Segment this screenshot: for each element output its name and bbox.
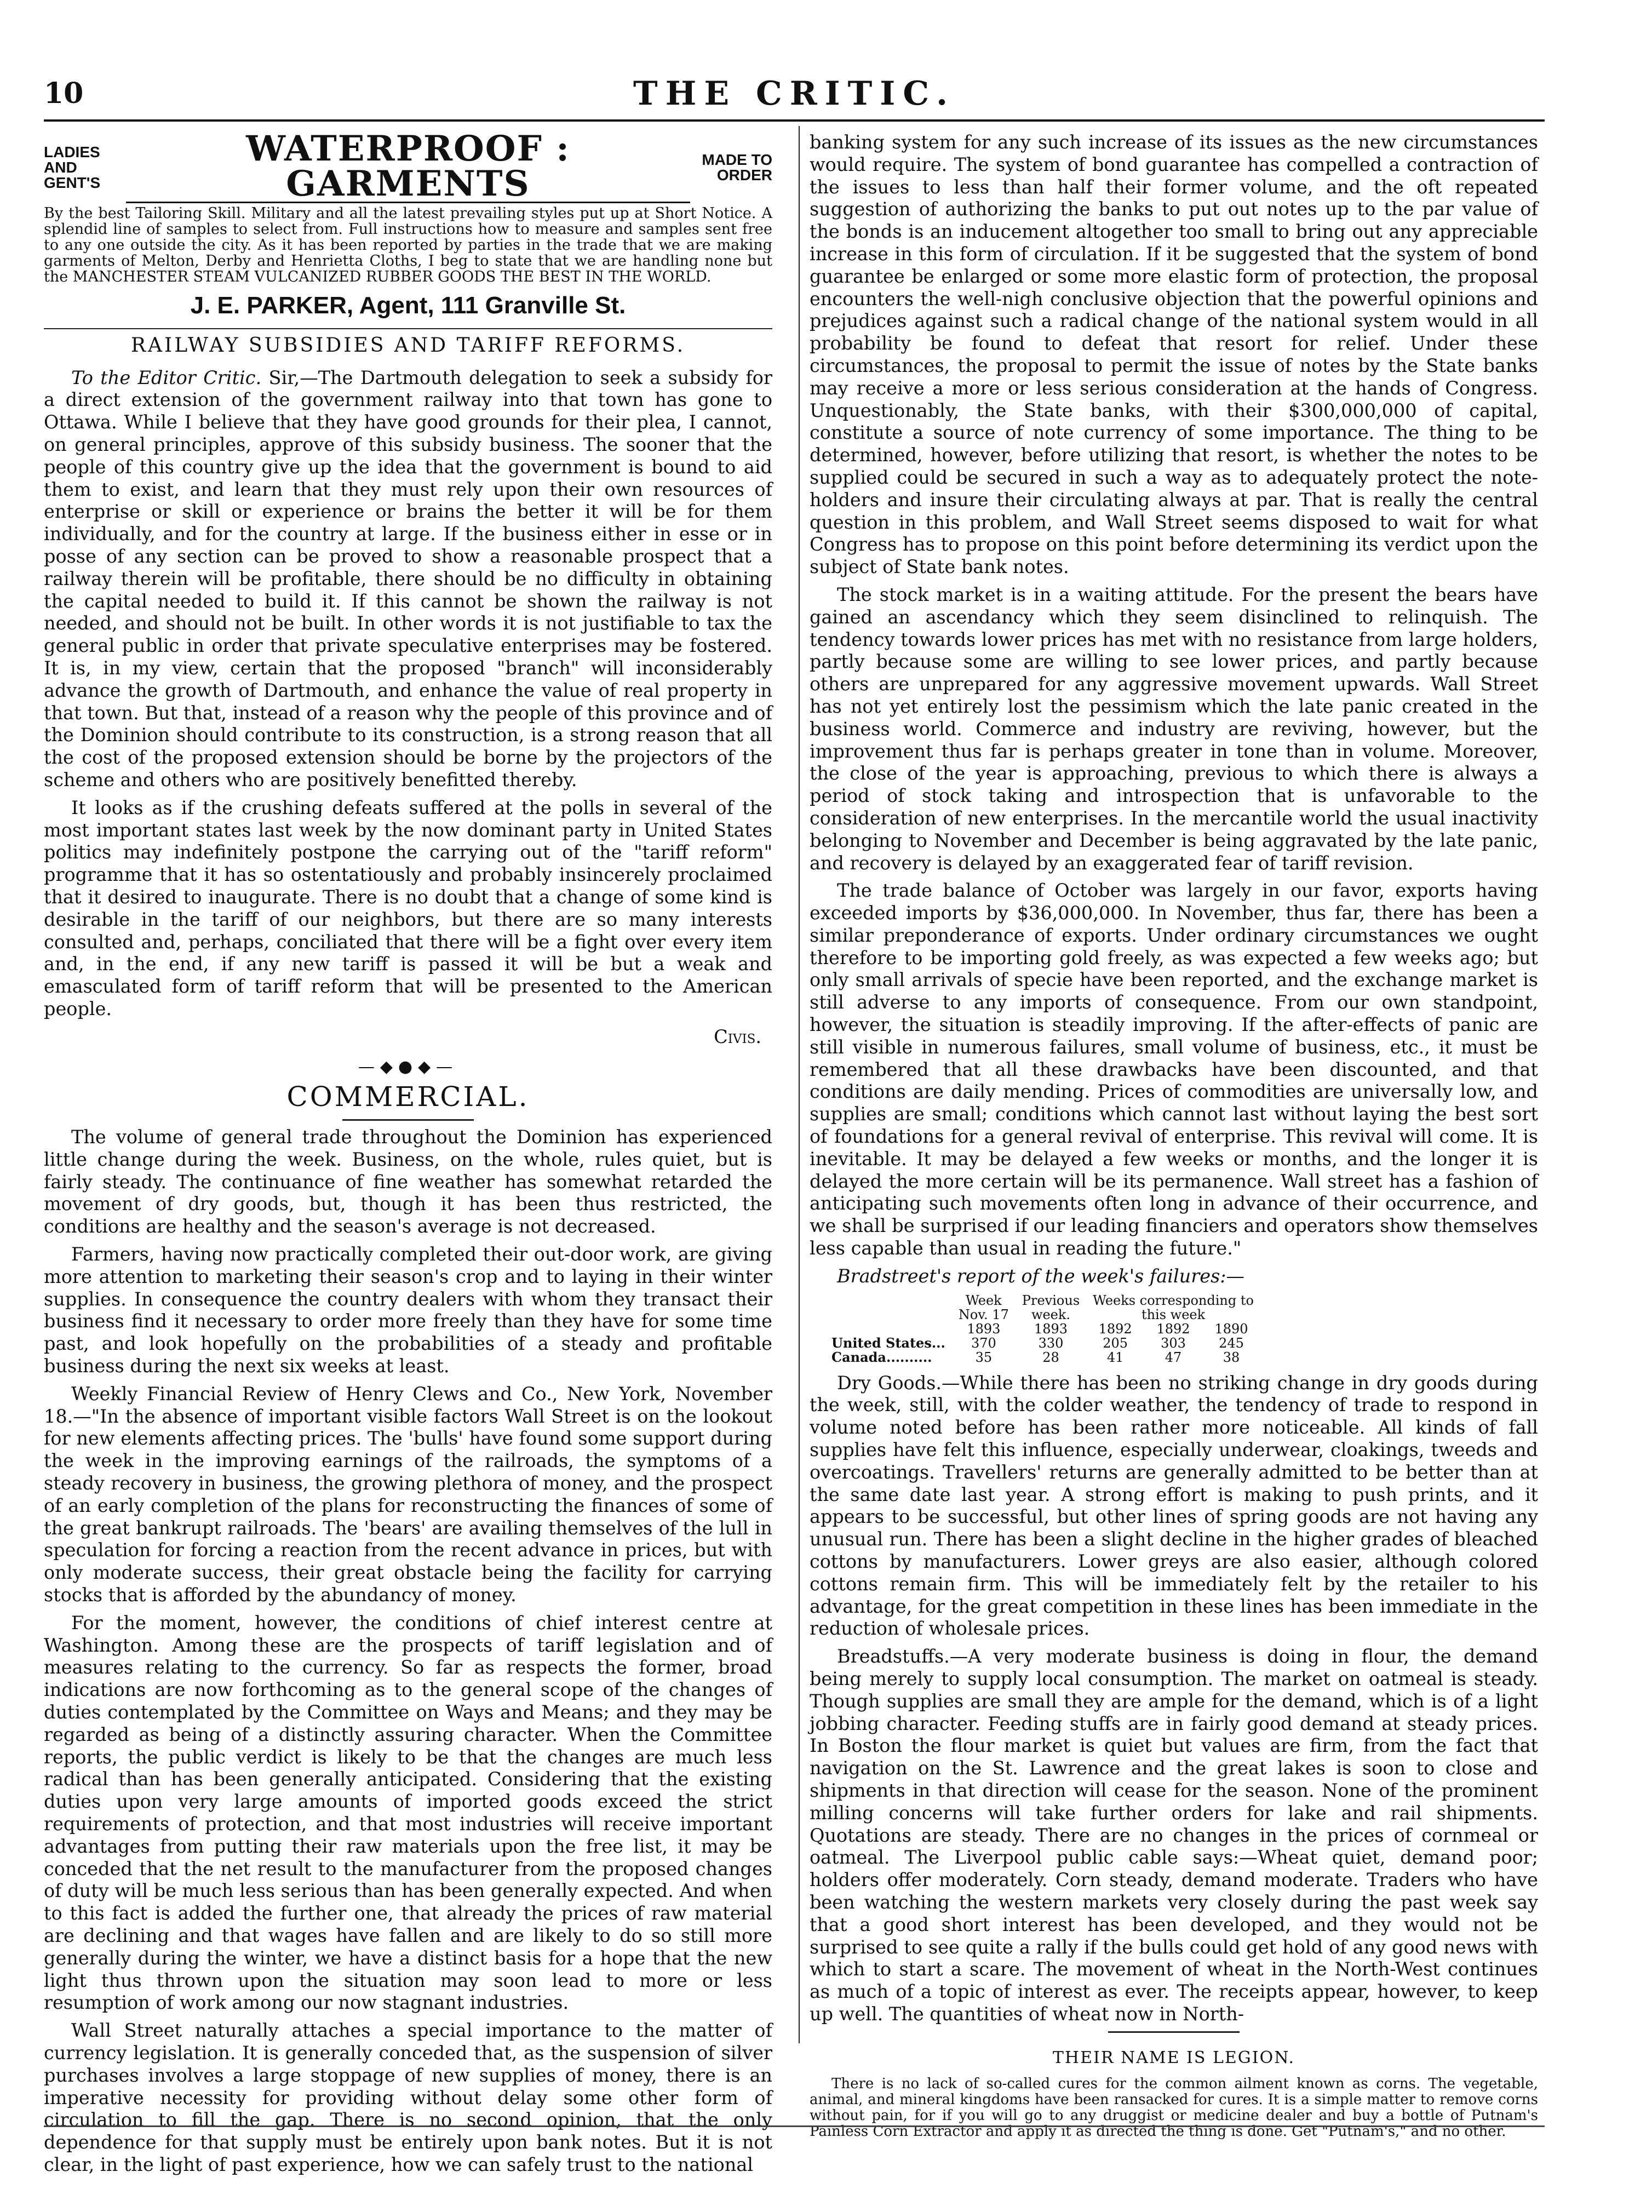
advert-body: By the best Tailoring Skill. Military and all the latest prevailing styles put up at Short Notice. A splendid line of samples to select from. Full instructions how to measure and samples sent free to any one outside the city. As it has been reported by parties in the trade that we are making garments of Melton, Derby and Henrietta Cloths, I beg to state that we are handling none but the MANCHESTER STEAM VULCANIZED RUBBER GOODS THE BEST IN THE WORLD. — [44, 205, 772, 285]
letter-paragraph-text: Sir,—The Dartmouth delegation to seek a subsidy for a direct extension of the government railway into that town has gone to Ottawa. While I believe that they have good grounds for their plea, I cannot, on general principles, approve of this subsidy business. The sooner that the people of this country give up the idea that the government is bound to aid them to exist, and learn that they must rely upon their own resources of enterprise or skill or experience or brains the better it will be for them individually, and for the country at large. If the business either in esse or in posse of any section can be proved to show a reasonable prospect that a railway therein will be profitable, there should be no difficulty in obtaining the capital needed to build it. If this cannot be shown the railway is not needed, and should not be built. In other words it is not justifiable to tax the general public in order that private speculative enterprises may be fostered. It is, in my view, certain that the proposed "branch" will inconsiderably advance the growth of Dartmouth, and enhance the value of real property in that town. But that, instead of a reason why the people of this province and of the Dominion should contribute to its construction, is a strong reason that all the cost of the proposed extension should be borne by the projectors of the scheme and others who are positively benefitted thereby. — [44, 366, 772, 790]
failures-caption: Bradstreet's report of the week's failures:— — [837, 1265, 1245, 1287]
commercial-paragraph: For the moment, however, the conditions of chief interest centre at Washington. Among these are the prospects of tariff legislation and of measures relating to the currency. So far as respects the former, broad indications are now forthcoming as to the general scope of the changes of duties contemplated by the Committee on Ways and Means; and they may be regarded as being of a distinctly assuring character. When the Committee reports, the public verdict is likely to be that the changes are much less radical than has been generally anticipated. Considering that the existing duties upon very large amounts of imported goods exceed the strict requirements of protection, and that most industries will receive important advantages from putting their raw materials upon the free list, it may be conceded that the net result to the manufacturer from the proposed changes of duty will be much less serious than has been generally expected. And when to this fact is added the further one, that already the prices of raw material are declining and that wages have fallen and are likely to do so still more generally during the winter, we have a distinct basis for a hope that the new light thus thrown upon the situation may soon lead to more or less resumption of work among our now stagnant industries. — [44, 1612, 772, 2014]
commercial-paragraph: Farmers, having now practically completed their out-door work, are giving more attention to marketing their season's crop and to laying in their winter supplies. In consequence the country dealers with whom they transact their business find it necessary to order more freely than they have for some time past, and look hopefully on the probabilities of a steady and profitable business during the next six weeks at least. — [44, 1243, 772, 1377]
table-row — [831, 1336, 1260, 1350]
bottom-rule — [44, 2125, 1545, 2127]
table-cell: 41 — [1106, 1349, 1124, 1365]
commercial-section-title: COMMERCIAL. — [286, 1081, 530, 1113]
divider — [44, 328, 772, 329]
advert-headline: WATERPROOF : GARMENTS — [126, 131, 690, 203]
table-cell: 38 — [1223, 1349, 1240, 1365]
legion-title: THEIR NAME IS LEGION. — [1052, 2048, 1295, 2067]
table-cell: 303 — [1161, 1335, 1186, 1351]
column-divider — [799, 126, 800, 2043]
legion-body: There is no lack of so-called cures for the common ailment known as corns. The vegetable, animal, and mineral kingdoms have been ransacked for cures. It is a simple matter to remove corns without pain, for if you will go to any druggist or medicine dealer and buy a bottle of Putnam's Painless Corn Extractor and apply it as directed the thing is done. Get "Putnam's," and no other. — [810, 2075, 1538, 2140]
header-rule — [44, 119, 1545, 122]
letter-salutation: To the Editor Critic. — [71, 366, 262, 388]
table-cell: 330 — [1038, 1335, 1064, 1351]
table-year: 1892 — [1098, 1321, 1132, 1337]
table-header-row — [831, 1322, 1260, 1336]
table-header-row — [831, 1308, 1260, 1322]
table-year: 1893 — [1034, 1321, 1068, 1337]
masthead: THE CRITIC. — [633, 75, 955, 113]
commercial-paragraph: The stock market is in a waiting attitude. For the present the bears have gained an ascendancy which they seem disinclined to relinquish. The tendency towards lower prices has met with no resistance from large holders, partly because some are willing to see lower prices, and partly because others are unprepared for any aggressive movement upwards. Wall Street has not yet entirely lost the pessimism which the late panic created in the business world. Commerce and industry are reviving, however, but the improvement thus far is perhaps greater in tone than in volume. Moreover, the close of the year is approaching, previous to which there is always a period of stock taking and introspection that is unfavorable to the consideration of new enterprises. In the mercantile world the usual inactivity belonging to November and December is being aggravated by the late panic, and recovery is delayed by an exaggerated fear of tariff revision. — [810, 583, 1538, 874]
table-header-row — [831, 1293, 1260, 1308]
table-row — [831, 1350, 1260, 1365]
table-year: 1890 — [1214, 1321, 1248, 1337]
advert-left-label: LADIES AND GENT'S — [44, 143, 101, 191]
table-year: 1892 — [1156, 1321, 1190, 1337]
letter-paragraph — [44, 367, 772, 792]
commercial-paragraph: Dry Goods.—While there has been no striking change in dry goods during the week, still, with the colder weather, the tendency of trade to respond in volume noted before has been rather more noticeable. All kinds of fall supplies have felt this influence, especially underwear, cloakings, tweeds and overcoatings. Travellers' returns are generally admitted to be better than at the same date last year. A strong effort is making to push prints, and it appears to be successful, but other lines of spring goods are not having any unusual run. There has been a slight decline in the higher grades of bleached cottons by manufacturers. Lower greys are also easier, although colored cottons remain firm. This will be immediately felt by the retailer to his advantage, for the great competition in these lines has been immediate in the reduction of wholesale prices. — [810, 1372, 1538, 1640]
table-cell: 28 — [1042, 1349, 1059, 1365]
table-header: this week — [1141, 1306, 1206, 1322]
table-header: Week — [966, 1292, 1002, 1308]
commercial-paragraph: Breadstuffs.—A very moderate business is doing in flour, the demand being merely to supply local consumption. The market on oatmeal is steady. Though supplies are small they are ample for the demand, which is of a light jobbing character. Feeding stuffs are in fairly good demand at steady prices. In Boston the flour market is quiet but values are firm, from the fact that navigation on the St. Lawrence and the great lakes is soon to close and shipments in that direction will cease for the season. None of the prominent milling concerns will take further orders for lake and rail shipments. Quotations are steady. There are no changes in the prices of cornmeal or oatmeal. The Liverpool public cable says:—Wheat quiet, demand poor; holders offer moderately. Corn steady, demand moderate. Traders who have been watching the western markets very closely during the past week say that a good short interest has been developed, and they would not be surprised to see quite a rally if the bulls could get hold of any good news with which to start a scare. The movement of wheat in the North-West continues as much of a topic of interest as ever. The receipts appear, however, to keep up well. The quantities of wheat now in North- — [810, 1646, 1538, 2025]
commercial-paragraph: Wall Street naturally attaches a special importance to the matter of currency legislation. It is generally conceded that, as the suspension of silver purchases involves a large stoppage of new supplies of money, there is an imperative necessity for providing without delay some other form of circulation to fill the gap. There is no second opinion, that the only dependence for that supply must be entirely upon bank notes. But it is not clear, in the light of past experience, how we can safely trust to the national — [44, 2020, 772, 2175]
table-header: Weeks corresponding to — [1093, 1292, 1254, 1308]
advert-headline-row — [44, 128, 772, 204]
table-cell: 245 — [1219, 1335, 1244, 1351]
ornament-divider: —◆●◆— — [358, 1057, 458, 1076]
title-rule — [342, 1119, 474, 1121]
table-cell: 47 — [1165, 1349, 1182, 1365]
table-cell: 35 — [975, 1349, 993, 1365]
left-column — [44, 128, 772, 2182]
commercial-paragraph: banking system for any such increase of its issues as the new circumstances would require. The system of bond guarantee has compelled a contraction of the issues to less than half their former volume, and the oft repeated suggestion of authorizing the banks to put out notes up to the par value of the bonds is an inducement altogether too small to bring out any appreciable increase in this form of circulation. If it be suggested that the system of bond guarantee be enlarged or some more elastic form of protection, the proposal encounters the well-nigh conclusive objection that the powerful opinions and prejudices against such a radical change of the national system would in all probability be found to defeat that resort for relief. Under these circumstances, the proposal to permit the issue of notes by the State banks may receive a more or less serious consideration at the hands of Congress. Unquestionably, the State banks, with their $300,000,000 of capital, constitute a source of note currency of some importance. The thing to be determined, however, before utilizing that resort, is whether the notes to be supplied could be secured in such a way as to adequately protect the note-holders and insure their circulating always at par. That is really the central question in this problem, and Wall Street seems disposed to wait for what Congress has to propose on this point before determining its verdict upon the subject of State bank notes. — [810, 131, 1538, 578]
table-cell: 205 — [1103, 1335, 1128, 1351]
letter-paragraph: It looks as if the crushing defeats suffered at the polls in several of the most important states last week by the now dominant party in United States politics may indefinitely postpone the carrying out of the "tariff reform" programme that it has so ostentatiously and probably insincerely proclaimed that it desired to inaugurate. There is no doubt that a change of some kind is desirable in the tariff of our neighbors, but there are so many interests consulted and, perhaps, conciliated that there will be a fight over every item and, in the end, if any new tariff is passed it will be but a weak and emasculated form of tariff reform that will be presented to the American people. — [44, 796, 772, 1019]
table-row-label: United States... — [831, 1334, 945, 1351]
table-cell: 370 — [971, 1335, 996, 1351]
right-column — [810, 131, 1538, 2145]
section-rule — [1108, 2031, 1240, 2033]
page-header — [44, 77, 1545, 115]
table-header: week. — [1031, 1306, 1071, 1322]
commercial-paragraph: The volume of general trade throughout the Dominion has experienced little change during the week. Business, on the whole, rules quiet, but is fairly steady. The continuance of fine weather has somewhat retarded the movement of dry goods, but, though it has been thus restricted, the conditions are healthy and the season's average is not decreased. — [44, 1126, 772, 1237]
page-number: 10 — [44, 77, 84, 110]
advert-right-label: MADE TO ORDER — [702, 151, 772, 184]
table-header: Previous — [1022, 1292, 1080, 1308]
letter-signature: Civis. — [714, 1025, 761, 1047]
table-year: 1893 — [967, 1321, 1001, 1337]
table-row-label: Canada.......... — [831, 1349, 932, 1365]
commercial-paragraph: The trade balance of October was largely in our favor, exports having exceeded imports by $36,000,000. In November, thus far, there has been a similar preponderance of exports. Under ordinary circumstances we ought therefore to be importing gold freely, as was expected a few weeks ago; but only small arrivals of specie have been reported, and the exchange market is still adverse to any imports of consequence. From our own standpoint, however, the situation is steadily improving. If the after-effects of panic are still visible in numerous failures, small volume of business, etc., it must be remembered that all these drawbacks have been discounted, and that conditions are daily mending. Prices of commodities are universally low, and supplies are small; conditions which cannot last without laying the best sort of foundations for a general revival of enterprise. This revival will come. It is inevitable. It may be delayed a few weeks or months, and the longer it is delayed the more certain will be its permanence. Wall street has a fashion of anticipating such movements often long in advance of their occurrence, and we shall be surprised if our leading financiers and operators show themselves less capable than usual in reading the future." — [810, 880, 1538, 1259]
letter-title: RAILWAY SUBSIDIES AND TARIFF REFORMS. — [130, 334, 686, 357]
table-header: Nov. 17 — [958, 1306, 1009, 1322]
commercial-paragraph: Weekly Financial Review of Henry Clews and Co., New York, November 18.—"In the absence of important visible factors Wall Street is on the lookout for new elements affecting prices. The 'bulls' have found some support during the week in the improving earnings of the railroads, the symptoms of a steady recovery in business, the growing plethora of money, and the prospect of an early completion of the plans for reconstructing the finances of some of the great bankrupt railroads. The 'bears' are availing themselves of the lull in speculation for forcing a reaction from the recent advance in prices, but with only moderate success, their great obstacle being the facility for carrying stocks that is afforded by the abundancy of money. — [44, 1383, 772, 1606]
advert-agent: J. E. PARKER, Agent, 111 Granville St. — [190, 292, 626, 319]
failures-table — [831, 1293, 1260, 1365]
